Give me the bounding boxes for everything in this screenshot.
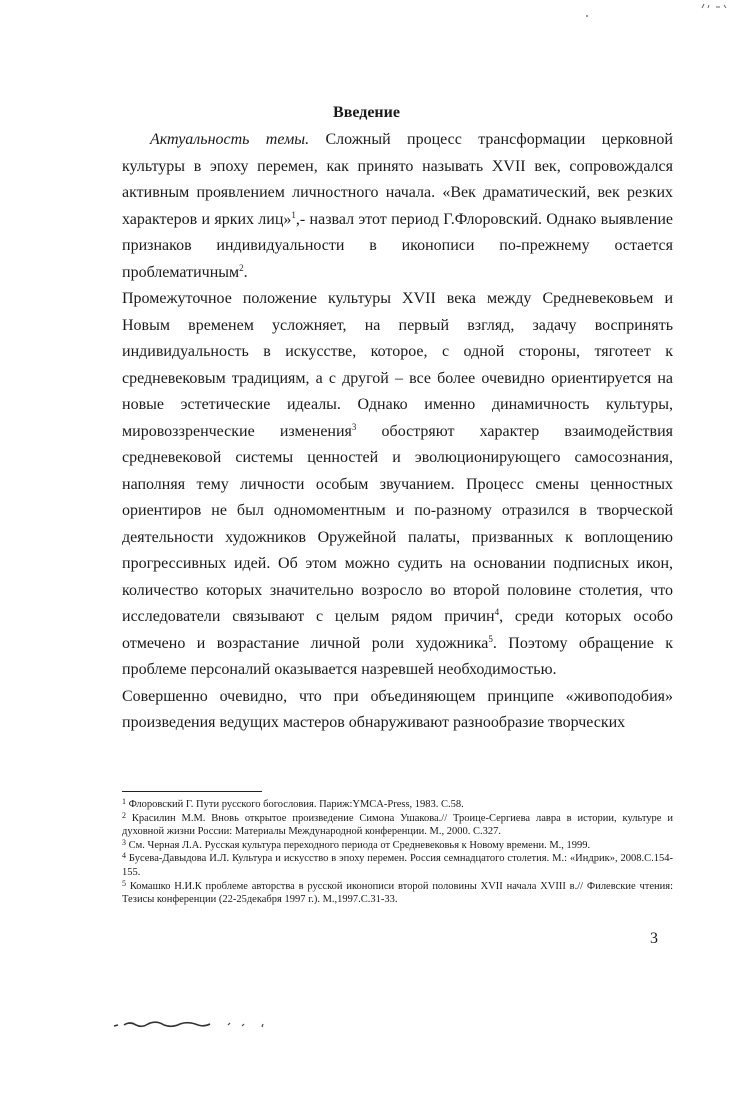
footnote-ref: 1 xyxy=(291,209,296,220)
footnote xyxy=(122,880,673,907)
paragraph-text: . xyxy=(243,263,248,281)
paragraph-text: Сложный процесс трансформации церковной культуры в эпоху перемен, как принято называть XVII век, сопровождался активным проявлением личностного начала. «Век драматический, век резких характеров и ярких лиц» xyxy=(122,131,673,228)
paragraph-text: ,- назвал этот период Г.Флоровский. Однако выявление признаков индивидуальности в иконописи по-прежнему остается проблематичным xyxy=(122,210,673,281)
footnote-number: 2 xyxy=(122,810,126,820)
paragraph-text: Совершенно очевидно, что при объединяющем принципе «живоподобия» произведения ведущих мастеров обнаруживают разнообразие творческих xyxy=(122,687,673,731)
page-number: 3 xyxy=(650,930,658,947)
page-title: Введение xyxy=(333,104,400,121)
footnote-text: Флоровский Г. Пути русского богословия. Париж:YMCA-Press, 1983. С.58. xyxy=(126,799,464,810)
footnote-ref: 2 xyxy=(239,262,244,273)
footnote-divider xyxy=(122,791,262,792)
footnote-ref: 5 xyxy=(488,633,493,644)
paragraph-text: обостряют характер взаимодействия средневековой системы ценностей и эволюционирующего самосознания, наполняя тему личности особым звучанием. Процесс смены ценностных ориентиров не был одномоментным и по-разному отразился в творческой деятельности художников Оружейной палаты, призванных к воплощению прогрессивных идей. Об этом можно судить на основании подписных икон, количество которых значительно возросло во второй половине столетия, что исследователи связывают с целым рядом причин xyxy=(122,422,673,625)
footnote-number: 4 xyxy=(122,851,126,861)
scan-artifact-icon xyxy=(110,1016,270,1030)
body-paragraph xyxy=(122,684,673,737)
paragraph-text: . Поэтому обращение к проблеме персоналий оказывается назревшей необходимостью. xyxy=(122,634,673,678)
footnote-ref: 4 xyxy=(494,607,500,617)
section-lead: Актуальность темы. xyxy=(150,131,310,148)
paragraph-text: , среди которых особо отмечено и возрастание личной роли художника xyxy=(122,608,673,652)
paragraph-text: Промежуточное положение культуры XVII века между Средневековьем и Новым временем усложняет, на первый взгляд, задачу воспринять индивидуальность в искусстве, которое, с одной стороны, тяготеет к средневековым традициям, а с другой – все более очевидно ориентируется на новые эстетические идеалы. Однако именно динамичность культуры, мировоззренческие изменения xyxy=(122,290,673,440)
footnote xyxy=(122,812,673,839)
footnote-text: См. Черная Л.А. Русская культура переходного периода от Средневековья к Новому времени. М., 1999. xyxy=(126,839,591,851)
body-paragraph xyxy=(122,127,673,286)
footnote-number: 3 xyxy=(122,837,126,847)
footnote-number: 5 xyxy=(122,878,126,888)
scan-speck-icon xyxy=(585,14,589,18)
body-text xyxy=(122,127,673,737)
footnote-text: Комашко Н.И.К проблеме авторства в русской иконописи второй половины XVII начала XVIII в.// Филевские чтения: Тезисы конференции (22-25декабря 1997 г.). М.,1997.С.31-33. xyxy=(122,880,673,906)
body-paragraph xyxy=(122,286,673,684)
footnote xyxy=(122,852,673,879)
scan-artifact-icon xyxy=(700,2,728,10)
footnote xyxy=(122,798,673,812)
footnote-ref: 3 xyxy=(351,421,357,432)
footnote-text: Бусева-Давыдова И.Л. Культура и искусство в эпоху перемен. Россия семнадцатого столетия. М.: «Индрик», 2008.С.154-155. xyxy=(122,853,673,878)
footnote xyxy=(122,839,673,853)
footnote-text: Красилин М.М. Вновь открытое произведение Симона Ушакова.// Троице-Сергиева лавра в истории, культуре и духовной жизни России: Материалы Международной конференции. М., 2000. С.327. xyxy=(122,812,673,838)
footnote-number: 1 xyxy=(122,797,126,806)
footnotes xyxy=(122,798,673,907)
